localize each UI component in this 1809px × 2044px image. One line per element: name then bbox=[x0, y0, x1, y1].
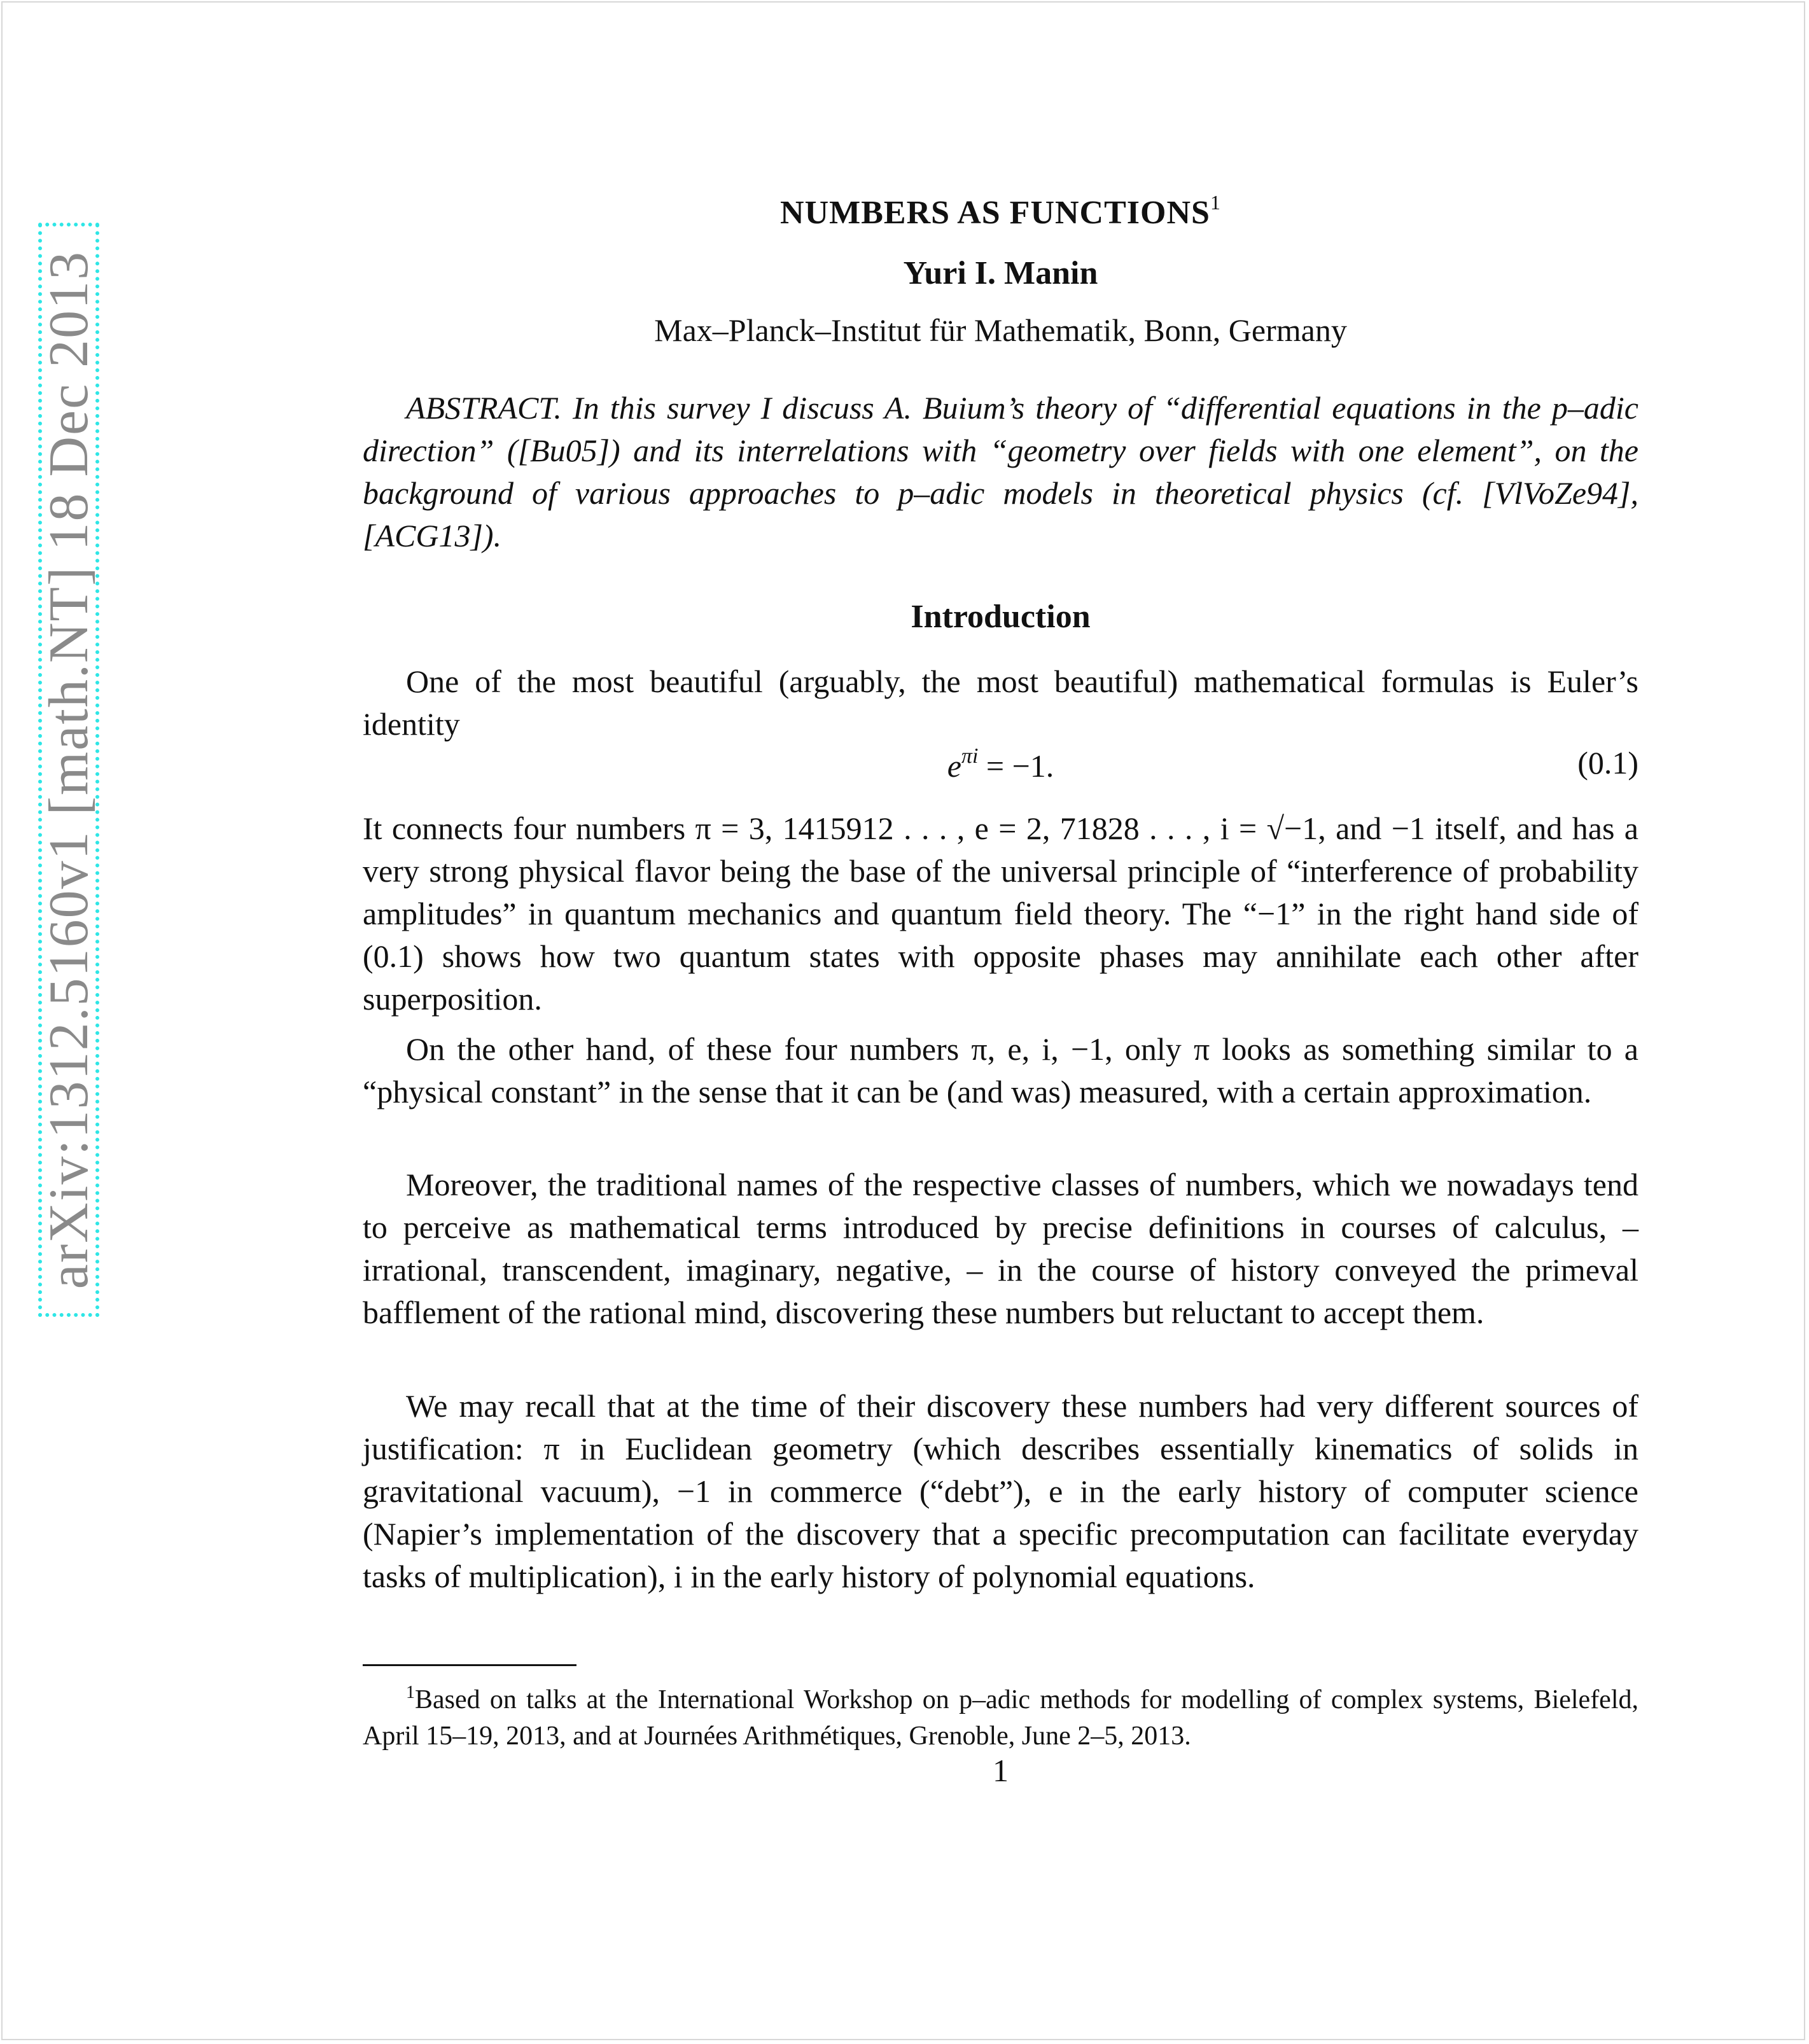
footnote-rule bbox=[363, 1664, 576, 1666]
footnote-mark: 1 bbox=[406, 1683, 415, 1702]
equation-body bbox=[363, 744, 1638, 784]
equation-exponent: πi bbox=[961, 744, 979, 768]
equation-base: e bbox=[947, 748, 961, 784]
equation-number: (0.1) bbox=[1577, 745, 1638, 781]
author-name: Yuri I. Manin bbox=[903, 255, 1098, 291]
abstract: ABSTRACT. In this survey I discuss A. Buium’s theory of “differential equations in the p–adic direction” ([Bu05]) and its interrelations with “geometry over fields with one element”, on the background of various approaches to p–adic models in theoretical physics (cf. [VlVoZe94], [ACG13]). bbox=[363, 390, 1638, 553]
title-text: NUMBERS AS FUNCTIONS bbox=[780, 195, 1210, 231]
paragraph-1: One of the most beautiful (arguably, the most beautiful) mathematical formulas is Euler’s identity bbox=[363, 664, 1638, 742]
paragraph-2: It connects four numbers π = 3, 1415912 . . . , e = 2, 71828 . . . , i = √−1, and −1 itself, and has a very strong physical flavor being the base of the universal principle of “interference of probability amplitudes” in quantum mechanics and quantum field theory. The “−1” in the right hand side of (0.1) shows how two quantum states with opposite phases may annihilate each other after superposition. bbox=[363, 810, 1638, 1017]
paragraph-5: We may recall that at the time of their discovery these numbers had very different sources of justification: π in Euclidean geometry (which describes essentially kinematics of solids in gravitational vacuum), −1 in commerce (“debt”), e in the early history of computer science (Napier’s implementation of the discovery that a specific precomputation can facilitate everyday tasks of multiplication), i in the early history of polynomial equations. bbox=[363, 1388, 1638, 1594]
equation-euler bbox=[363, 744, 1638, 789]
arxiv-stamp: arXiv:1312.5160v1 [math.NT] 18 Dec 2013 bbox=[38, 223, 99, 1317]
paragraph-4: Moreover, the traditional names of the respective classes of numbers, which we nowadays tend to perceive as mathematical terms introduced by precise definitions in courses of calculus, – irrational, transcendent, imaginary, negative, – in the course of history conveyed the primeval bafflement of the rational mind, discovering these numbers but reluctant to accept them. bbox=[363, 1167, 1638, 1330]
paragraph-3: On the other hand, of these four numbers π, e, i, −1, only π looks as something similar to a “physical constant” in the sense that it can be (and was) measured, with a certain approximation. bbox=[363, 1031, 1638, 1109]
equation-rhs: = −1. bbox=[978, 748, 1054, 784]
author-affiliation: Max–Planck–Institut für Mathematik, Bonn, Germany bbox=[654, 312, 1347, 348]
page-number: 1 bbox=[993, 1753, 1009, 1788]
paper-title bbox=[363, 191, 1638, 232]
title-footnote-mark: 1 bbox=[1210, 191, 1221, 214]
section-heading: Introduction bbox=[911, 599, 1091, 635]
footnote bbox=[363, 1674, 1638, 1755]
footnote-text: Based on talks at the International Workshop on p–adic methods for modelling of complex systems, Bielefeld, April 15–19, 2013, and at Journées Arithmétiques, Grenoble, June 2–5, 2013. bbox=[363, 1685, 1638, 1751]
